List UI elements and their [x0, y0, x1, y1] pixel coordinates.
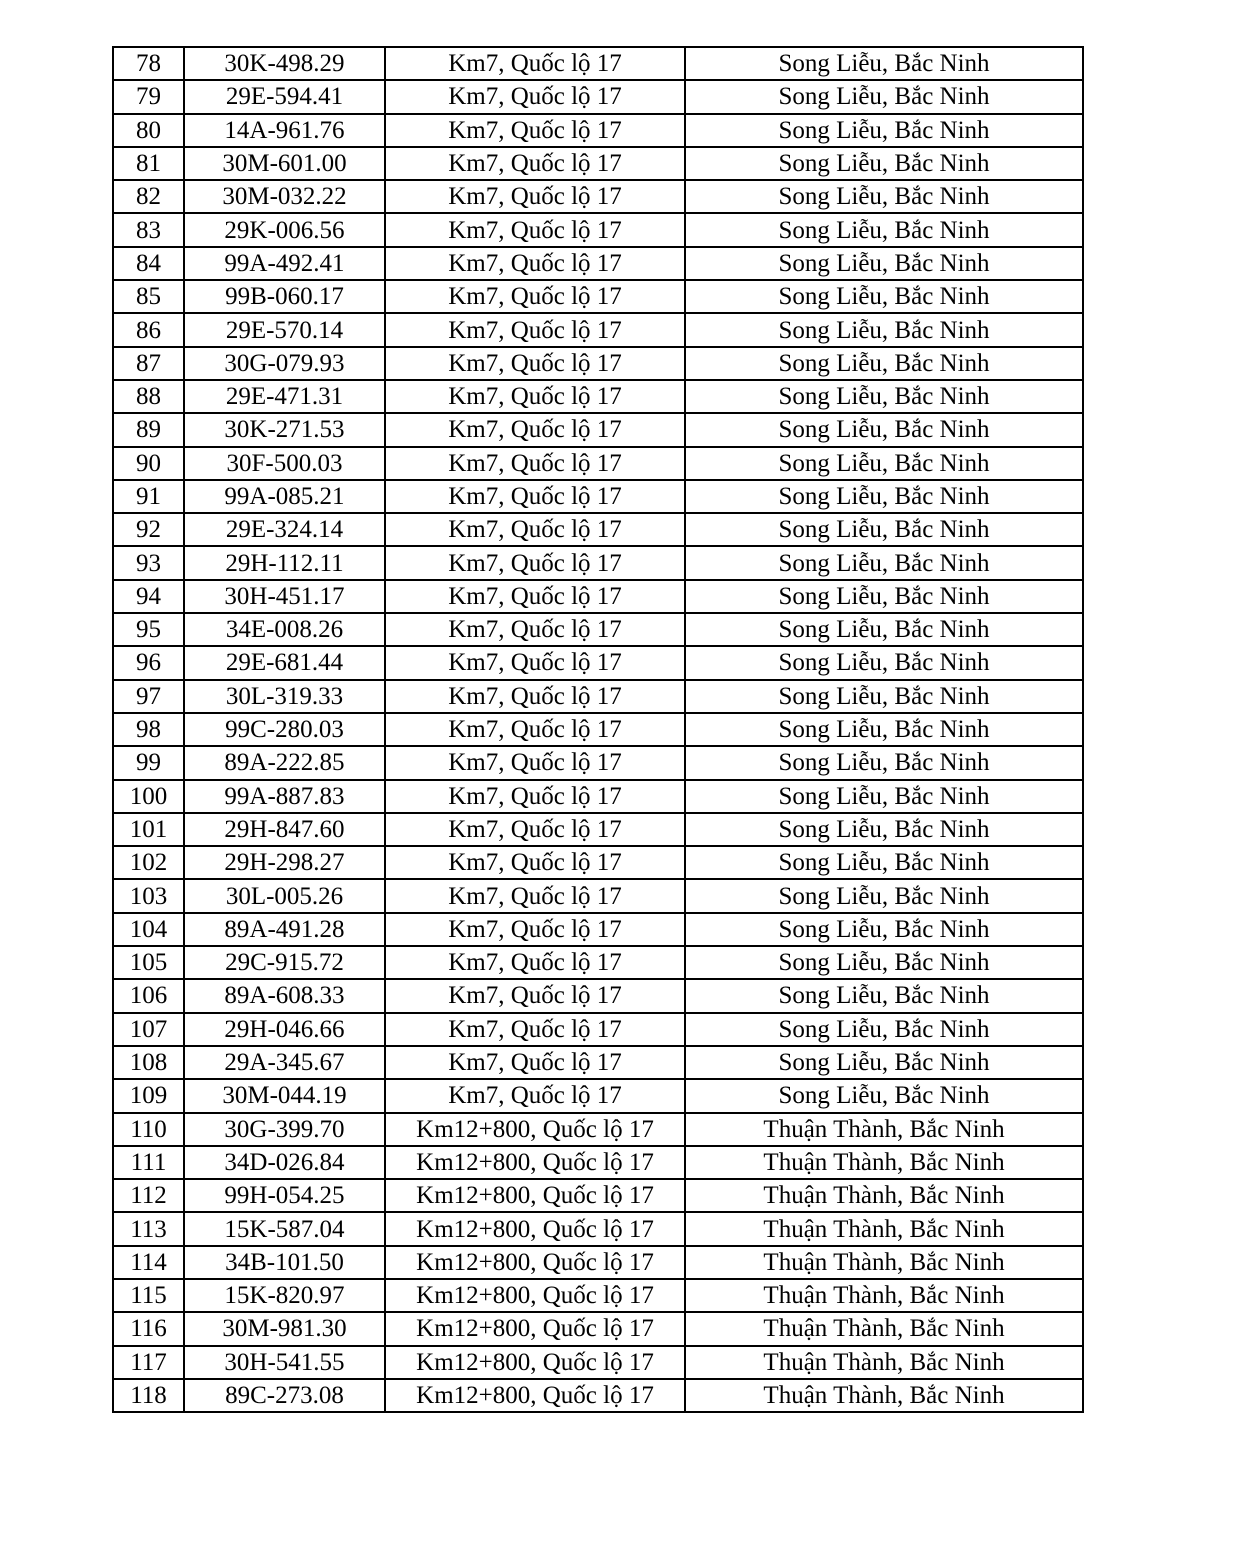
location-cell: Km7, Quốc lộ 17 [385, 846, 685, 879]
table-row [113, 713, 1083, 746]
plate-number-cell: 30M-601.00 [184, 147, 385, 180]
row-number-cell: 92 [113, 513, 184, 546]
row-number-cell: 103 [113, 879, 184, 912]
location-cell: Km7, Quốc lộ 17 [385, 380, 685, 413]
row-number-cell: 85 [113, 280, 184, 313]
area-cell: Song Liễu, Bắc Ninh [685, 147, 1083, 180]
table-row [113, 1046, 1083, 1079]
row-number-cell: 96 [113, 646, 184, 679]
location-cell: Km7, Quốc lộ 17 [385, 946, 685, 979]
area-cell: Song Liễu, Bắc Ninh [685, 247, 1083, 280]
plate-number-cell: 29A-345.67 [184, 1046, 385, 1079]
table-row [113, 380, 1083, 413]
table-row [113, 613, 1083, 646]
area-cell: Song Liễu, Bắc Ninh [685, 979, 1083, 1012]
table-row [113, 1113, 1083, 1146]
table-row [113, 746, 1083, 779]
row-number-cell: 78 [113, 47, 184, 80]
area-cell: Song Liễu, Bắc Ninh [685, 946, 1083, 979]
area-cell: Song Liễu, Bắc Ninh [685, 1013, 1083, 1046]
location-cell: Km7, Quốc lộ 17 [385, 513, 685, 546]
location-cell: Km7, Quốc lộ 17 [385, 813, 685, 846]
row-number-cell: 94 [113, 580, 184, 613]
table-row [113, 180, 1083, 213]
table-row [113, 913, 1083, 946]
location-cell: Km12+800, Quốc lộ 17 [385, 1146, 685, 1179]
row-number-cell: 109 [113, 1079, 184, 1112]
location-cell: Km12+800, Quốc lộ 17 [385, 1379, 685, 1412]
table-row [113, 1379, 1083, 1412]
row-number-cell: 82 [113, 180, 184, 213]
location-cell: Km7, Quốc lộ 17 [385, 1046, 685, 1079]
violations-table [112, 46, 1084, 1413]
location-cell: Km7, Quốc lộ 17 [385, 879, 685, 912]
row-number-cell: 108 [113, 1046, 184, 1079]
location-cell: Km7, Quốc lộ 17 [385, 313, 685, 346]
area-cell: Song Liễu, Bắc Ninh [685, 646, 1083, 679]
table-row [113, 1146, 1083, 1179]
table-row [113, 480, 1083, 513]
location-cell: Km12+800, Quốc lộ 17 [385, 1312, 685, 1345]
row-number-cell: 93 [113, 546, 184, 579]
area-cell: Thuận Thành, Bắc Ninh [685, 1113, 1083, 1146]
area-cell: Song Liễu, Bắc Ninh [685, 913, 1083, 946]
location-cell: Km7, Quốc lộ 17 [385, 447, 685, 480]
row-number-cell: 90 [113, 447, 184, 480]
location-cell: Km7, Quốc lộ 17 [385, 680, 685, 713]
location-cell: Km7, Quốc lộ 17 [385, 979, 685, 1012]
location-cell: Km7, Quốc lộ 17 [385, 114, 685, 147]
row-number-cell: 100 [113, 780, 184, 813]
location-cell: Km7, Quốc lộ 17 [385, 247, 685, 280]
plate-number-cell: 89C-273.08 [184, 1379, 385, 1412]
area-cell: Song Liễu, Bắc Ninh [685, 347, 1083, 380]
table-row [113, 114, 1083, 147]
plate-number-cell: 99H-054.25 [184, 1179, 385, 1212]
plate-number-cell: 89A-222.85 [184, 746, 385, 779]
plate-number-cell: 89A-491.28 [184, 913, 385, 946]
plate-number-cell: 14A-961.76 [184, 114, 385, 147]
location-cell: Km7, Quốc lộ 17 [385, 480, 685, 513]
table-row [113, 1312, 1083, 1345]
plate-number-cell: 29E-471.31 [184, 380, 385, 413]
plate-number-cell: 30K-271.53 [184, 413, 385, 446]
location-cell: Km7, Quốc lộ 17 [385, 180, 685, 213]
area-cell: Thuận Thành, Bắc Ninh [685, 1179, 1083, 1212]
table-row [113, 447, 1083, 480]
location-cell: Km12+800, Quốc lộ 17 [385, 1279, 685, 1312]
plate-number-cell: 30H-541.55 [184, 1346, 385, 1379]
area-cell: Song Liễu, Bắc Ninh [685, 1079, 1083, 1112]
location-cell: Km12+800, Quốc lộ 17 [385, 1212, 685, 1245]
row-number-cell: 95 [113, 613, 184, 646]
plate-number-cell: 15K-587.04 [184, 1212, 385, 1245]
row-number-cell: 117 [113, 1346, 184, 1379]
table-row [113, 313, 1083, 346]
row-number-cell: 86 [113, 313, 184, 346]
table-row [113, 413, 1083, 446]
location-cell: Km7, Quốc lộ 17 [385, 746, 685, 779]
table-row [113, 513, 1083, 546]
location-cell: Km7, Quốc lộ 17 [385, 546, 685, 579]
area-cell: Song Liễu, Bắc Ninh [685, 114, 1083, 147]
table-row [113, 147, 1083, 180]
table-row [113, 247, 1083, 280]
table-row [113, 879, 1083, 912]
row-number-cell: 81 [113, 147, 184, 180]
area-cell: Song Liễu, Bắc Ninh [685, 380, 1083, 413]
row-number-cell: 84 [113, 247, 184, 280]
plate-number-cell: 29H-112.11 [184, 546, 385, 579]
row-number-cell: 99 [113, 746, 184, 779]
row-number-cell: 112 [113, 1179, 184, 1212]
plate-number-cell: 29E-681.44 [184, 646, 385, 679]
area-cell: Song Liễu, Bắc Ninh [685, 280, 1083, 313]
table-row [113, 1246, 1083, 1279]
area-cell: Thuận Thành, Bắc Ninh [685, 1212, 1083, 1245]
area-cell: Song Liễu, Bắc Ninh [685, 213, 1083, 246]
location-cell: Km7, Quốc lộ 17 [385, 1079, 685, 1112]
row-number-cell: 116 [113, 1312, 184, 1345]
plate-number-cell: 29H-298.27 [184, 846, 385, 879]
table-body [113, 47, 1083, 1412]
row-number-cell: 106 [113, 979, 184, 1012]
plate-number-cell: 15K-820.97 [184, 1279, 385, 1312]
location-cell: Km7, Quốc lộ 17 [385, 47, 685, 80]
plate-number-cell: 30M-981.30 [184, 1312, 385, 1345]
location-cell: Km7, Quốc lộ 17 [385, 913, 685, 946]
row-number-cell: 104 [113, 913, 184, 946]
table-row [113, 1346, 1083, 1379]
location-cell: Km7, Quốc lộ 17 [385, 780, 685, 813]
table-row [113, 280, 1083, 313]
plate-number-cell: 30L-005.26 [184, 879, 385, 912]
location-cell: Km7, Quốc lộ 17 [385, 646, 685, 679]
table-row [113, 846, 1083, 879]
table-row [113, 213, 1083, 246]
plate-number-cell: 99C-280.03 [184, 713, 385, 746]
table-row [113, 47, 1083, 80]
table-row [113, 780, 1083, 813]
area-cell: Song Liễu, Bắc Ninh [685, 47, 1083, 80]
location-cell: Km7, Quốc lộ 17 [385, 580, 685, 613]
location-cell: Km7, Quốc lộ 17 [385, 413, 685, 446]
area-cell: Thuận Thành, Bắc Ninh [685, 1346, 1083, 1379]
location-cell: Km7, Quốc lộ 17 [385, 80, 685, 113]
plate-number-cell: 30G-399.70 [184, 1113, 385, 1146]
location-cell: Km7, Quốc lộ 17 [385, 213, 685, 246]
row-number-cell: 80 [113, 114, 184, 147]
location-cell: Km7, Quốc lộ 17 [385, 347, 685, 380]
plate-number-cell: 29K-006.56 [184, 213, 385, 246]
row-number-cell: 89 [113, 413, 184, 446]
row-number-cell: 110 [113, 1113, 184, 1146]
table-row [113, 646, 1083, 679]
area-cell: Song Liễu, Bắc Ninh [685, 879, 1083, 912]
location-cell: Km7, Quốc lộ 17 [385, 713, 685, 746]
plate-number-cell: 30M-044.19 [184, 1079, 385, 1112]
plate-number-cell: 34E-008.26 [184, 613, 385, 646]
area-cell: Song Liễu, Bắc Ninh [685, 447, 1083, 480]
row-number-cell: 98 [113, 713, 184, 746]
plate-number-cell: 30H-451.17 [184, 580, 385, 613]
row-number-cell: 83 [113, 213, 184, 246]
location-cell: Km7, Quốc lộ 17 [385, 280, 685, 313]
location-cell: Km7, Quốc lộ 17 [385, 147, 685, 180]
row-number-cell: 88 [113, 380, 184, 413]
area-cell: Song Liễu, Bắc Ninh [685, 513, 1083, 546]
plate-number-cell: 29H-847.60 [184, 813, 385, 846]
plate-number-cell: 34D-026.84 [184, 1146, 385, 1179]
plate-number-cell: 99A-887.83 [184, 780, 385, 813]
area-cell: Song Liễu, Bắc Ninh [685, 613, 1083, 646]
area-cell: Thuận Thành, Bắc Ninh [685, 1379, 1083, 1412]
table-row [113, 813, 1083, 846]
row-number-cell: 107 [113, 1013, 184, 1046]
plate-number-cell: 99A-085.21 [184, 480, 385, 513]
area-cell: Thuận Thành, Bắc Ninh [685, 1146, 1083, 1179]
table-row [113, 1179, 1083, 1212]
area-cell: Song Liễu, Bắc Ninh [685, 180, 1083, 213]
area-cell: Song Liễu, Bắc Ninh [685, 813, 1083, 846]
area-cell: Song Liễu, Bắc Ninh [685, 846, 1083, 879]
row-number-cell: 113 [113, 1212, 184, 1245]
area-cell: Song Liễu, Bắc Ninh [685, 480, 1083, 513]
row-number-cell: 79 [113, 80, 184, 113]
table-row [113, 680, 1083, 713]
area-cell: Song Liễu, Bắc Ninh [685, 1046, 1083, 1079]
row-number-cell: 97 [113, 680, 184, 713]
row-number-cell: 115 [113, 1279, 184, 1312]
row-number-cell: 87 [113, 347, 184, 380]
plate-number-cell: 29H-046.66 [184, 1013, 385, 1046]
row-number-cell: 114 [113, 1246, 184, 1279]
row-number-cell: 105 [113, 946, 184, 979]
plate-number-cell: 30M-032.22 [184, 180, 385, 213]
plate-number-cell: 99B-060.17 [184, 280, 385, 313]
table-row [113, 979, 1083, 1012]
row-number-cell: 91 [113, 480, 184, 513]
location-cell: Km12+800, Quốc lộ 17 [385, 1346, 685, 1379]
area-cell: Thuận Thành, Bắc Ninh [685, 1312, 1083, 1345]
location-cell: Km7, Quốc lộ 17 [385, 613, 685, 646]
area-cell: Thuận Thành, Bắc Ninh [685, 1279, 1083, 1312]
plate-number-cell: 30L-319.33 [184, 680, 385, 713]
row-number-cell: 102 [113, 846, 184, 879]
area-cell: Song Liễu, Bắc Ninh [685, 413, 1083, 446]
plate-number-cell: 30F-500.03 [184, 447, 385, 480]
location-cell: Km7, Quốc lộ 17 [385, 1013, 685, 1046]
location-cell: Km12+800, Quốc lộ 17 [385, 1246, 685, 1279]
area-cell: Song Liễu, Bắc Ninh [685, 580, 1083, 613]
plate-number-cell: 34B-101.50 [184, 1246, 385, 1279]
table-row [113, 1279, 1083, 1312]
table-row [113, 1212, 1083, 1245]
table-row [113, 347, 1083, 380]
plate-number-cell: 29E-594.41 [184, 80, 385, 113]
table-row [113, 80, 1083, 113]
location-cell: Km12+800, Quốc lộ 17 [385, 1179, 685, 1212]
plate-number-cell: 99A-492.41 [184, 247, 385, 280]
area-cell: Song Liễu, Bắc Ninh [685, 746, 1083, 779]
table-row [113, 1013, 1083, 1046]
plate-number-cell: 29E-324.14 [184, 513, 385, 546]
table-row [113, 946, 1083, 979]
plate-number-cell: 30K-498.29 [184, 47, 385, 80]
area-cell: Thuận Thành, Bắc Ninh [685, 1246, 1083, 1279]
row-number-cell: 101 [113, 813, 184, 846]
location-cell: Km12+800, Quốc lộ 17 [385, 1113, 685, 1146]
area-cell: Song Liễu, Bắc Ninh [685, 780, 1083, 813]
table-row [113, 546, 1083, 579]
area-cell: Song Liễu, Bắc Ninh [685, 80, 1083, 113]
area-cell: Song Liễu, Bắc Ninh [685, 713, 1083, 746]
table-row [113, 1079, 1083, 1112]
plate-number-cell: 29C-915.72 [184, 946, 385, 979]
table-row [113, 580, 1083, 613]
row-number-cell: 118 [113, 1379, 184, 1412]
plate-number-cell: 30G-079.93 [184, 347, 385, 380]
area-cell: Song Liễu, Bắc Ninh [685, 546, 1083, 579]
area-cell: Song Liễu, Bắc Ninh [685, 313, 1083, 346]
plate-number-cell: 89A-608.33 [184, 979, 385, 1012]
row-number-cell: 111 [113, 1146, 184, 1179]
area-cell: Song Liễu, Bắc Ninh [685, 680, 1083, 713]
plate-number-cell: 29E-570.14 [184, 313, 385, 346]
